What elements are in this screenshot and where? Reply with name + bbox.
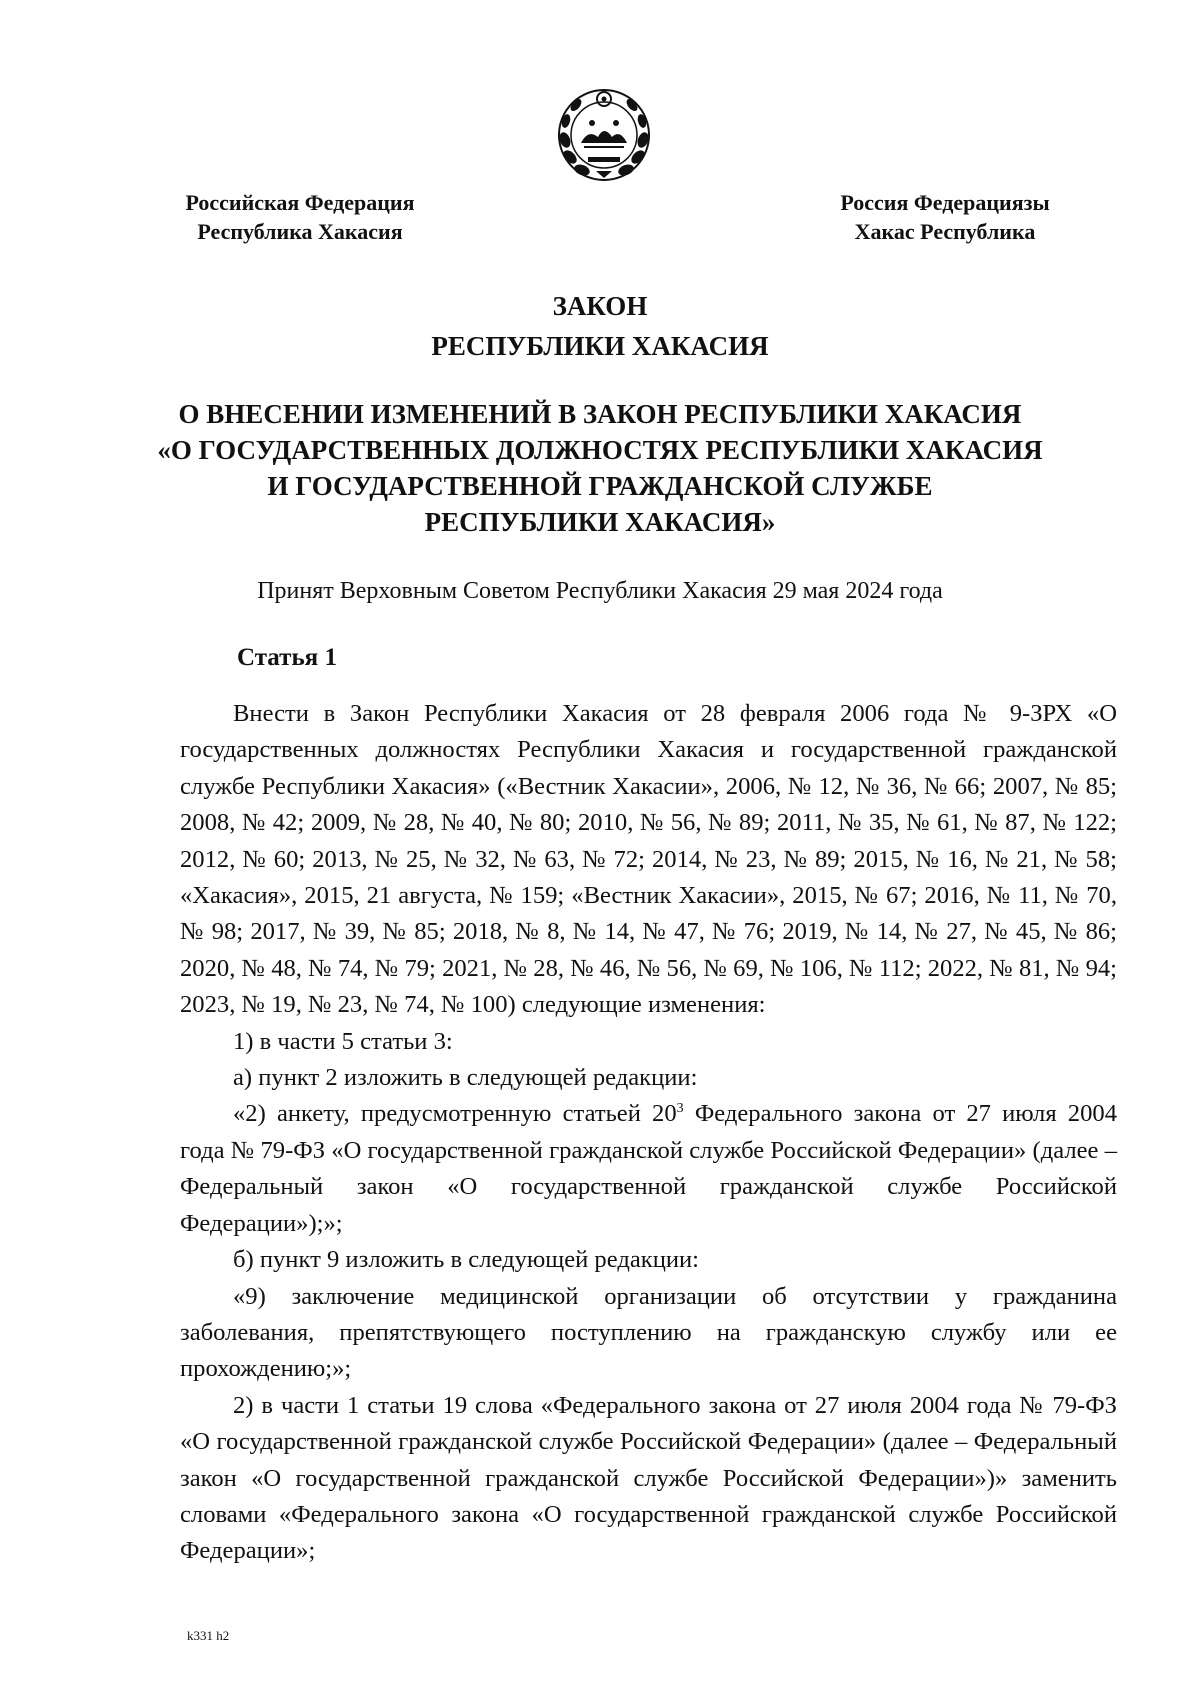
paragraph-item-1a: а) пункт 2 изложить в следующей редакции: xyxy=(233,1064,698,1092)
coat-of-arms-khakassia-icon xyxy=(548,85,660,185)
header-left-republic: Республика Хакасия xyxy=(197,219,403,244)
law-subject-line-3: И ГОСУДАРСТВЕННОЙ ГРАЖДАНСКОЙ СЛУЖБЕ xyxy=(267,471,933,501)
header-right xyxy=(820,188,1070,246)
article-heading: Статья 1 xyxy=(237,644,337,671)
header-right-country: Россия Федерациязы xyxy=(840,190,1050,215)
header-left xyxy=(150,188,450,246)
header-left-country: Российская Федерация xyxy=(185,190,415,215)
paragraph-item-1a-text-start: «2) анкету, предусмотренную статьей 20 xyxy=(233,1100,677,1128)
superscript-article-number: 3 xyxy=(676,1101,684,1117)
paragraph-intro: Внести в Закон Республики Хакасия от 28 февраля 2006 года № 9-ЗРХ «О государственных должностях Республики Хакасия и государственной гражданской службе Республики Хакасия» («Вестник Хакасии», 2006, № 12, № 36, № 66; 2007, № 85; 2008, № 42; 2009, № 28, № 40, № 80; 2010, № 56, № 89; 2011, № 35, № 61, № 87, № 122; 2012, № 60; 2013, № 25, № 32, № 63, № 72; 2014, № 23, № 89; 2015, № 16, № 21, № 58; «Хакасия», 2015, 21 августа, № 159; «Вестник Хакасии», 2015, № 67; 2016, № 11, № 70, № 98; 2017, № 39, № 85; 2018, № 8, № 14, № 47, № 76; 2019, № 14, № 27, № 45, № 86; 2020, № 48, № 74, № 79; 2021, № 28, № 46, № 56, № 69, № 106, № 112; 2022, № 81, № 94; 2023, № 19, № 23, № 74, № 100) следующие изменения: xyxy=(180,700,1117,1019)
article-body xyxy=(180,696,1117,1570)
paragraph-item-1b-text: «9) заключение медицинской организации об отсутствии у гражданина заболевания, препятствующего поступлению на гражданскую службу или ее прохождению;»; xyxy=(180,1282,1117,1383)
law-subject-line-2: «О ГОСУДАРСТВЕННЫХ ДОЛЖНОСТЯХ РЕСПУБЛИКИ ХАКАСИЯ xyxy=(157,435,1043,465)
footer-code: k331 h2 xyxy=(187,1628,230,1643)
paragraph-item-1: 1) в части 5 статьи 3: xyxy=(233,1027,453,1055)
law-subject-line-1: О ВНЕСЕНИИ ИЗМЕНЕНИЙ В ЗАКОН РЕСПУБЛИКИ ХАКАСИЯ xyxy=(178,399,1022,429)
paragraph-item-1b: б) пункт 9 изложить в следующей редакции: xyxy=(233,1246,700,1274)
header-right-republic: Хакас Республика xyxy=(854,219,1036,244)
law-title-line-1: ЗАКОН xyxy=(552,291,648,321)
law-subject xyxy=(100,396,1100,540)
law-subject-line-4: РЕСПУБЛИКИ ХАКАСИЯ» xyxy=(424,507,776,537)
paragraph-item-2: 2) в части 1 статьи 19 слова «Федерального закона от 27 июля 2004 года № 79-ФЗ «О государственной гражданской службе Российской Федерации» (далее – Федеральный закон «О государственной гражданской службе Российской Федерации»)» заменить словами «Федерального закона «О государственной гражданской службе Российской Федерации»; xyxy=(180,1391,1117,1565)
law-title-line-2: РЕСПУБЛИКИ ХАКАСИЯ xyxy=(431,331,769,361)
law-title xyxy=(0,286,1200,366)
adoption-note: Принят Верховным Советом Республики Хакасия 29 мая 2024 года xyxy=(257,578,943,604)
paragraph-item-1a-text xyxy=(180,1096,1117,1242)
paragraph-item-1a-text-end: Федерального закона от 27 июля 2004 года № 79-ФЗ «О государственной гражданской службе Российской Федерации» (далее – Федеральный закон «О государственной гражданской службе Российской Федерации»);»; xyxy=(180,1100,1117,1237)
